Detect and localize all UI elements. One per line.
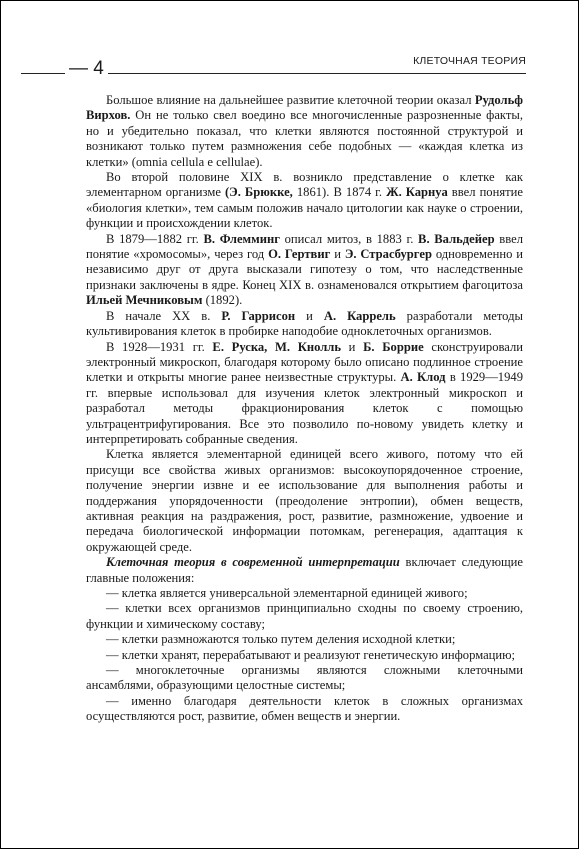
running-title: КЛЕТОЧНАЯ ТЕОРИЯ xyxy=(413,55,526,67)
text-run: ввел понятие «биология клетки», тем самым положив начало цитологии как науке о строении, функции и происхождении клеток. xyxy=(86,185,523,231)
text-run: описал митоз, в 1883 г. xyxy=(279,231,419,246)
text-run: и xyxy=(295,308,324,323)
bold-text: О. Гертвиг xyxy=(268,247,331,262)
body-text xyxy=(86,93,523,725)
text-run: — клетки всех организмов принципиально сходны по своему строению, функции и химическому составу; xyxy=(86,601,523,631)
bold-text: В. Вальдейер xyxy=(418,231,495,246)
text-run: и xyxy=(341,339,364,354)
text-run: ввел понятие «хромосомы», через год xyxy=(86,231,524,262)
text-run: и xyxy=(330,247,345,262)
text-run: сконструировали электронный микроскоп, благодаря которому было описано подлинное строение клетки и открыты многие ранее неизвестные структуры. xyxy=(86,339,523,385)
text-run: Он не только свел воедино все многочисленные разрозненные факты, но и убедительно показал, что клетки являются постоянной структурой и возникают только путем размножения себе подобных — «каждая клетка из клетки» (omnia cellula e cellulae). xyxy=(86,108,523,169)
paragraph xyxy=(86,309,523,340)
bold-text: Ильей Мечниковым xyxy=(86,293,203,308)
text-run: Клетка является элементарной единицей всего живого, потому что ей присущи все свойства живых организмов: высокоупорядоченное строение, получение энергии извне и ее использование для выполнения работы и поддержания упорядоченности (преодоление энтропии), обмен веществ, активная реакция на раздражения, рост, развитие, размножение, удвоение и передача биологической информации потомкам, регенерация, адаптация к окружающей среде. xyxy=(86,447,523,554)
paragraph xyxy=(86,170,523,232)
text-run: 1861). В 1874 г. xyxy=(292,185,387,200)
bold-text: Е. Руска, М. Кнолль xyxy=(212,339,342,354)
list-item xyxy=(86,694,523,725)
text-run: одновременно и независимо друг от друга высказали гипотезу о том, что наследственные признаки заключены в ядре. Конец XIX в. ознаменовался открытием фагоцитоза xyxy=(86,247,523,292)
text-run: В 1879—1882 гг. xyxy=(106,231,204,246)
list-item xyxy=(86,648,523,663)
text-run: В начале XX в. xyxy=(106,308,222,323)
paragraph xyxy=(86,232,523,309)
text-run: включает следующие главные положения: xyxy=(86,555,524,585)
text-run: — клетка является универсальной элементарной единицей живого; xyxy=(106,586,468,600)
text-run: разработали методы культивирования клеток в пробирке наподобие одноклеточных организмов. xyxy=(86,308,523,339)
paragraph xyxy=(86,93,523,170)
bold-text: А. Каррель xyxy=(323,308,396,323)
text-run: — многоклеточные организмы являются сложными клеточными ансамблями, образующими целостные системы; xyxy=(86,663,523,693)
paragraph xyxy=(86,340,523,448)
text-run: Во второй половине XIX в. возникло представление о клетке как элементарном организме xyxy=(86,170,523,200)
text-run: Большое влияние на дальнейшее развитие клеточной теории оказал xyxy=(106,93,475,107)
text-run: — именно благодаря деятельности клеток в сложных организмах осуществляются рост, развитие, обмен веществ и энергии. xyxy=(86,693,523,724)
text-run: — клетки хранят, перерабатывают и реализуют генетическую информацию; xyxy=(106,647,516,662)
page-number-value: 4 xyxy=(93,58,104,79)
page-number: — 4 xyxy=(65,59,108,78)
paragraph xyxy=(86,555,523,586)
bold-text: Б. Боррие xyxy=(363,339,424,354)
bold-text: Ж. Карнуа xyxy=(386,185,448,200)
bold-text: Рудольф Вирхов. xyxy=(86,93,523,123)
text-run: (1892). xyxy=(202,293,243,308)
list-item xyxy=(86,586,523,601)
bold-italic-text: Клеточная теория в современной интерпретации xyxy=(106,555,400,570)
list-item xyxy=(86,632,523,647)
text-run: в 1929—1949 гг. впервые использовал для изучения клеток электронный микроскоп и разработал методы фракционирования клеток с помощью ультрацентрифугирования. Все это позволило по-новому увидеть клетку и интерпретировать собранные сведения. xyxy=(86,370,523,446)
list-item xyxy=(86,663,523,694)
bold-text: Э. Страсбургер xyxy=(344,247,432,262)
bold-text: Р. Гаррисон xyxy=(221,308,296,323)
list-item xyxy=(86,601,523,632)
text-run: В 1928—1931 гг. xyxy=(106,339,213,354)
paragraph xyxy=(86,447,523,555)
bold-text: (Э. Брюкке, xyxy=(224,185,293,200)
bold-text: А. Клод xyxy=(400,370,446,385)
text-run: — клетки размножаются только путем деления исходной клетки; xyxy=(106,632,456,647)
bold-text: В. Флемминг xyxy=(203,231,280,246)
